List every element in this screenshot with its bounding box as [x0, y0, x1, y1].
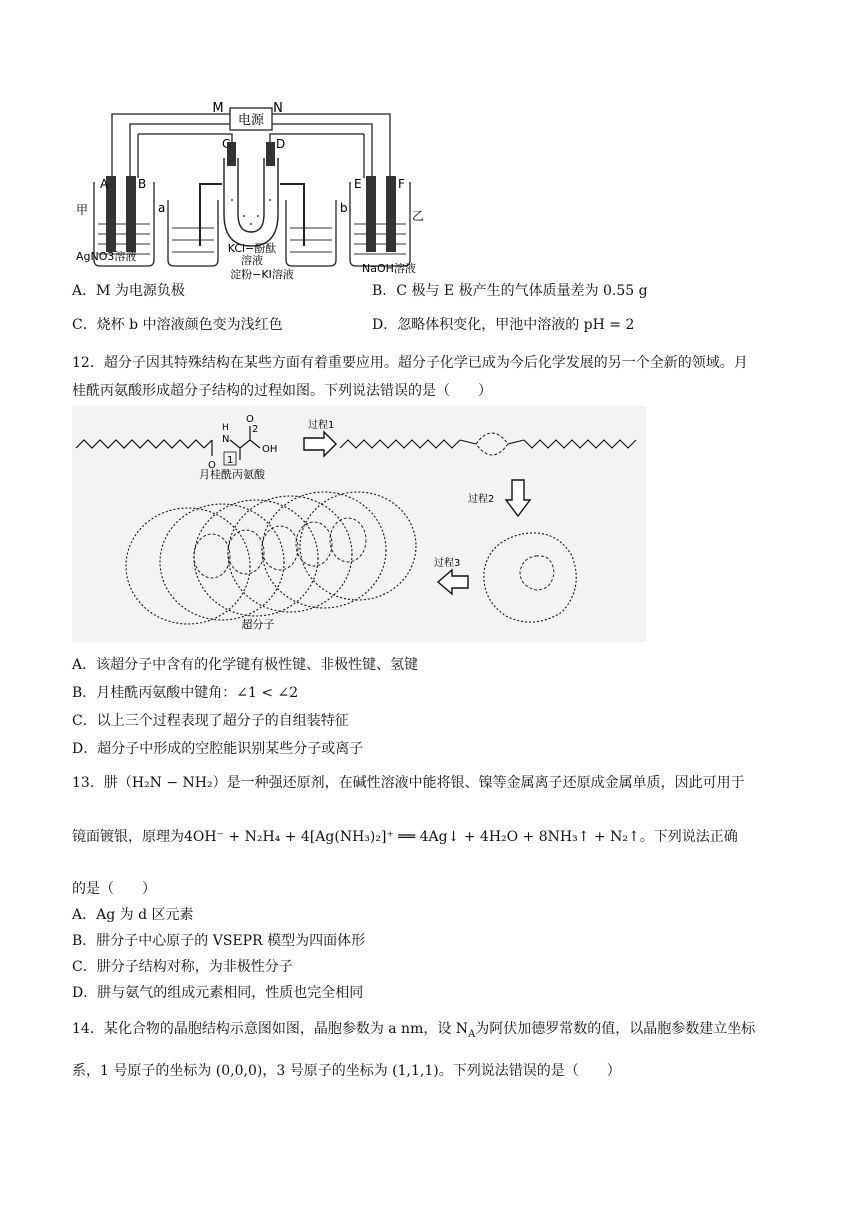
jia-label: 甲	[76, 203, 89, 217]
process2-label: 过程2	[468, 494, 495, 505]
power-label: 电源	[237, 113, 265, 128]
q14-stem-line1	[72, 1018, 755, 1040]
q12-option-a: A．该超分子中含有的化学键有极性键、非极性键、氢键	[72, 657, 419, 673]
q14-na-subscript: A	[468, 1028, 476, 1040]
q13-option-b: B．肼分子中心原子的 VSEPR 模型为四面体形	[72, 933, 366, 949]
beaker-b-label: b	[340, 201, 348, 215]
q13-option-a: A．Ag 为 d 区元素	[72, 907, 194, 923]
q14-stem-line2: 系，1 号原子的坐标为 (0,0,0)，3 号原子的坐标为 (1,1,1)。下列说法错误的是（ ）	[72, 1063, 621, 1079]
q14-stem-suffix: 为阿伏加德罗常数的值，以晶胞参数建立坐标	[475, 1021, 756, 1037]
supramolecule-label: 超分子	[241, 618, 275, 631]
beaker-a-label: a	[158, 201, 166, 215]
starch-label: 淀粉−KI溶液	[230, 268, 294, 281]
angle1-label: 1	[227, 455, 234, 466]
q12-stem-line1: 12．超分子因其特殊结构在某些方面有着重要应用。超分子化学已成为今后化学发展的另一个全新的领域。月	[72, 355, 748, 371]
q13-stem-line3: 的是（ ）	[72, 881, 156, 897]
q12-option-b: B．月桂酰丙氨酸中键角：∠1 < ∠2	[72, 685, 299, 701]
a-electrode-label: A	[100, 177, 109, 191]
f-electrode-label: F	[398, 177, 405, 191]
q12-option-c: C．以上三个过程表现了超分子的自组装特征	[72, 713, 349, 729]
q12-option-d: D．超分子中形成的空腔能识别某些分子或离子	[72, 741, 364, 757]
carbonyl-o-label: O	[208, 460, 216, 471]
q13-stem-line2	[72, 826, 738, 846]
m-label: M	[212, 101, 224, 116]
oh-label: OH	[262, 444, 278, 455]
q13-stem-prefix: 镜面镀银，原理为	[72, 829, 184, 845]
supramolecule-diagram	[72, 406, 646, 642]
d-electrode-label: D	[276, 137, 286, 151]
b-electrode-label: B	[138, 177, 147, 191]
naoh-label: NaOH溶液	[362, 262, 416, 275]
process3-label: 过程3	[434, 558, 461, 569]
q11-option-a: A．M 为电源负极	[72, 283, 185, 299]
process1-label: 过程1	[308, 420, 335, 431]
e-electrode-label: E	[354, 177, 362, 191]
q13-equation: 4OH⁻ + N₂H₄ + 4[Ag(NH₃)₂]⁺ ══ 4Ag↓ + 4H₂O + 8NH₃↑ + N₂↑	[184, 829, 640, 845]
q11-option-c: C．烧杯 b 中溶液颜色变为浅红色	[72, 317, 283, 333]
yi-label: 乙	[412, 209, 425, 223]
q13-stem-suffix: 。下列说法正确	[639, 829, 738, 845]
acid-o-label: O	[246, 414, 254, 425]
q12-stem-line2: 桂酰丙氨酸形成超分子结构的过程如图。下列说法错误的是（ ）	[72, 383, 492, 399]
h-label: H	[222, 423, 229, 433]
kcl-label-2: 溶液	[241, 254, 263, 267]
q13-stem-line1: 13．肼（H₂N − NH₂）是一种强还原剂，在碱性溶液中能将银、镍等金属离子还原成金属单质，因此可用于	[72, 775, 745, 791]
q11-option-d: D．忽略体积变化，甲池中溶液的 pH = 2	[372, 317, 635, 333]
agno3-label: AgNO3溶液	[76, 250, 137, 263]
kcl-label-1: KCl−酚酞	[227, 242, 277, 255]
c-electrode-label: C	[222, 137, 231, 151]
angle2-label: 2	[252, 424, 259, 435]
q11-option-b: B．C 极与 E 极产生的气体质量差为 0.55 g	[372, 283, 648, 299]
molecule-label: 月桂酰丙氨酸	[199, 468, 265, 481]
q14-stem-prefix: 14．某化合物的晶胞结构示意图如图，晶胞参数为 a nm，设 N	[72, 1021, 469, 1037]
q13-option-d: D．肼与氨气的组成元素相同，性质也完全相同	[72, 985, 364, 1001]
nh-label: N	[222, 434, 230, 445]
q13-option-c: C．肼分子结构对称，为非极性分子	[72, 959, 293, 975]
electrolysis-diagram	[72, 96, 432, 281]
n-label: N	[273, 101, 283, 116]
